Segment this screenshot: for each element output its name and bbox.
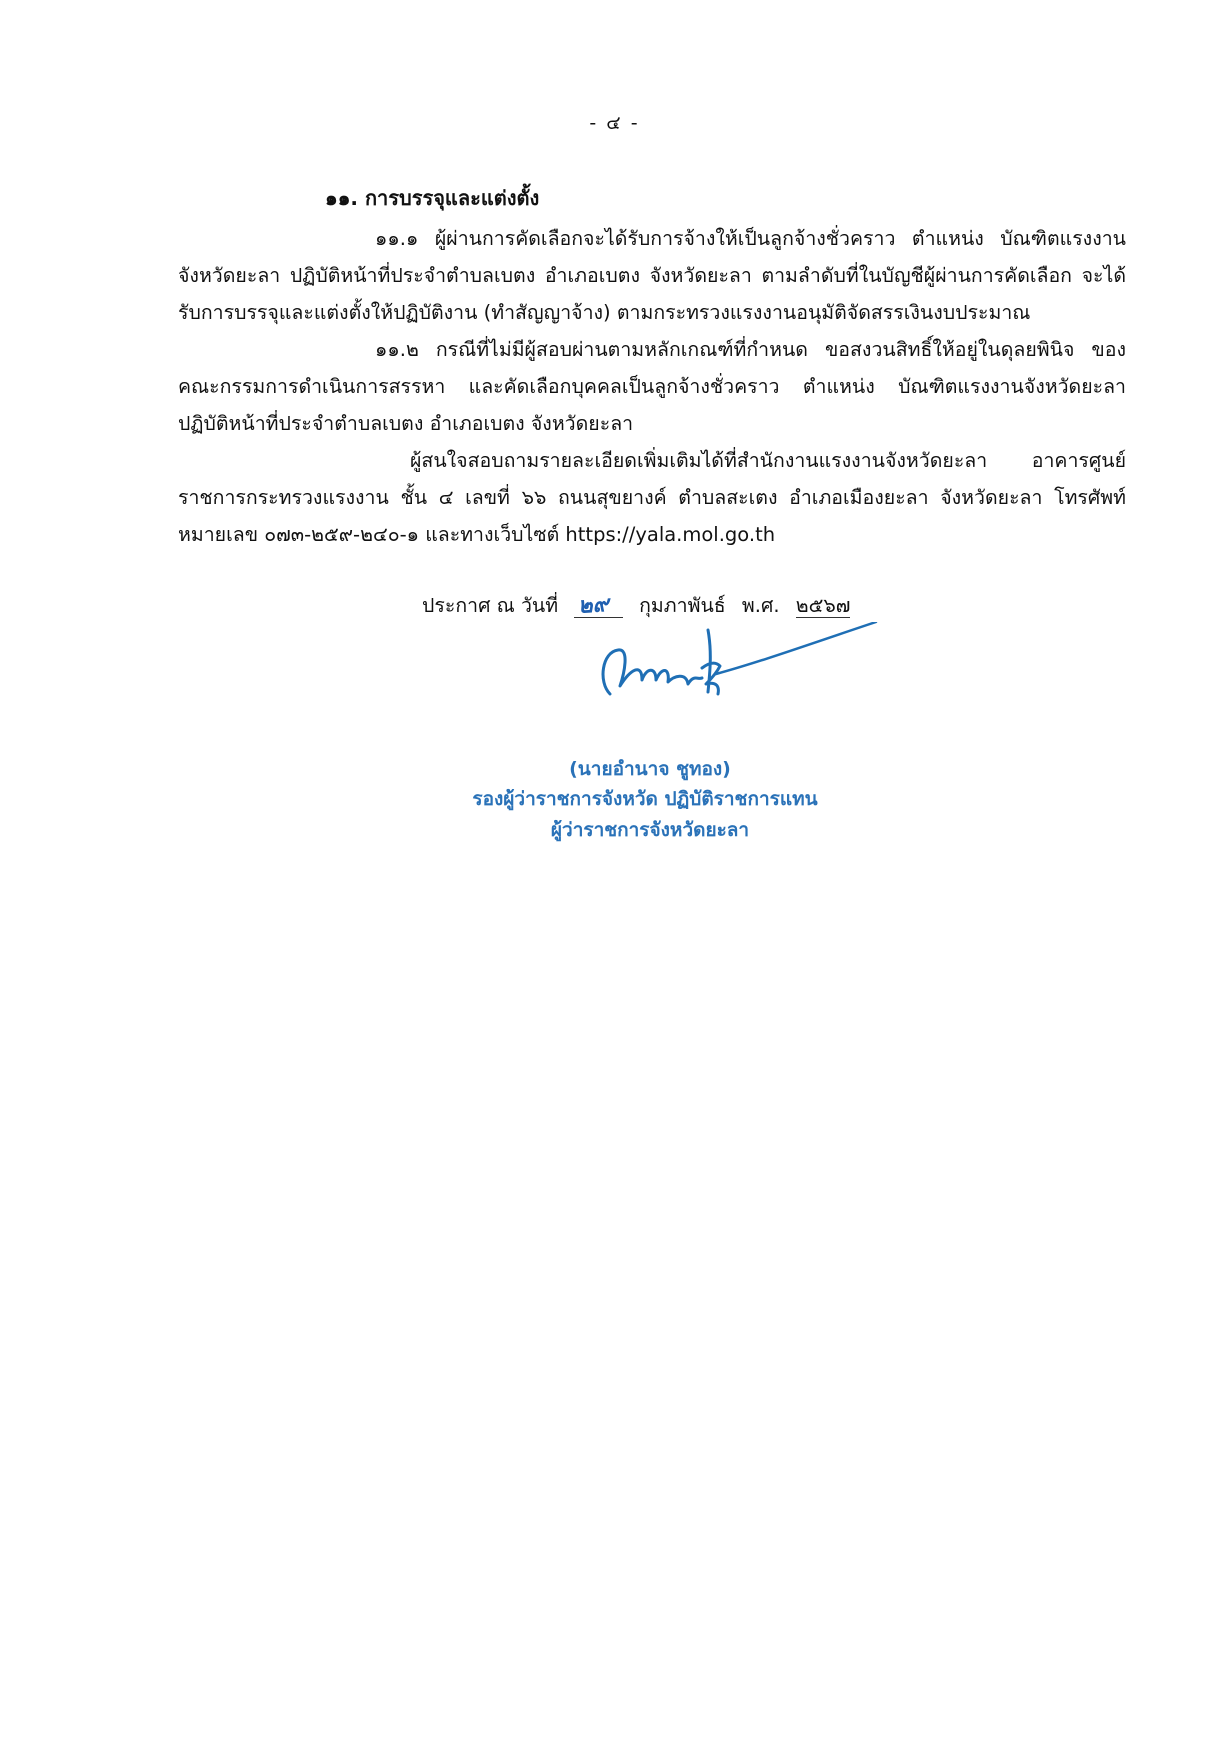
announcement-month: กุมภาพันธ์ bbox=[639, 594, 726, 617]
paragraph-11-1 bbox=[178, 220, 1126, 331]
paragraph-11-2-first-line: ๑๑.๒ กรณีที่ไม่มีผู้สอบผ่านตามหลักเกณฑ์ที่กำหนด ขอสงวนสิทธิ์ให้อยู่ในดุลยพินิจ bbox=[375, 338, 1075, 361]
paragraph-contact-first-line: ผู้สนใจสอบถามรายละเอียดเพิ่มเติมได้ที่สำนักงานแรงงานจังหวัดยะลา bbox=[410, 449, 988, 472]
page-number: - ๔ - bbox=[589, 112, 640, 134]
paragraph-11-1-first-line: ๑๑.๑ ผู้ผ่านการคัดเลือกจะได้รับการจ้างให้เป็นลูกจ้างชั่วคราว ตำแหน่ง บัณฑิตแรงงาน bbox=[375, 227, 1126, 250]
announcement-date bbox=[422, 587, 860, 622]
announcement-era: พ.ศ. bbox=[741, 594, 780, 617]
paragraph-11-2-body: ของคณะกรรมการดำเนินการสรรหา และคัดเลือกบุคคลเป็นลูกจ้างชั่วคราว ตำแหน่ง บัณฑิตแรงงานจังหวัดยะลา ปฏิบัติหน้าที่ประจำตำบลเบตง อำเภอเบตง จังหวัดยะลา bbox=[178, 338, 1126, 435]
paragraph-contact bbox=[178, 442, 1126, 553]
signatory-subtitle: ผู้ว่าราชการจังหวัดยะลา bbox=[550, 819, 750, 841]
announcement-day: ๒๙ bbox=[577, 590, 610, 620]
paragraph-11-1-body: จังหวัดยะลา ปฏิบัติหน้าที่ประจำตำบลเบตง อำเภอเบตง จังหวัดยะลา ตามลำดับที่ในบัญชีผู้ผ่านการคัดเลือก จะได้รับการบรรจุและแต่งตั้งให้ปฏิบัติงาน (ทำสัญญาจ้าง) ตามกระทรวงแรงงานอนุมัติจัดสรรเงินงบประมาณ bbox=[178, 264, 1126, 324]
paragraph-11-2 bbox=[178, 331, 1126, 442]
announcement-prefix: ประกาศ ณ วันที่ bbox=[422, 594, 559, 617]
paragraph-contact-body: อาคารศูนย์ราชการกระทรวงแรงงาน ชั้น ๔ เลขที่ ๖๖ ถนนสุขยางค์ ตำบลสะเตง อำเภอเมืองยะลา จังหวัดยะลา โทรศัพท์หมายเลข ๐๗๓-๒๕๙-๒๔๐-๑ และทางเว็บไซต์ https://yala.mol.go.th bbox=[178, 449, 1126, 546]
handwritten-signature bbox=[590, 622, 880, 732]
announcement-year: ๒๕๖๗ bbox=[795, 594, 851, 617]
signatory-name: (นายอำนาจ ชูทอง) bbox=[569, 758, 731, 780]
announcement-day-field bbox=[574, 590, 623, 620]
signatory-title: รองผู้ว่าราชการจังหวัด ปฏิบัติราชการแทน bbox=[472, 788, 818, 810]
section-heading: ๑๑. การบรรจุและแต่งตั้ง bbox=[325, 186, 540, 210]
